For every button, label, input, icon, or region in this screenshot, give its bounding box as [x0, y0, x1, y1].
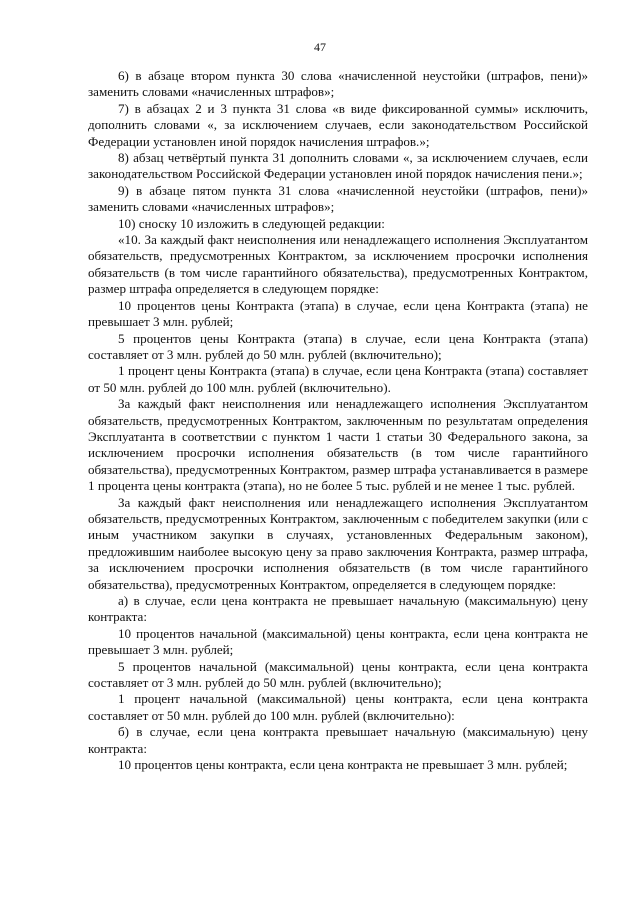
paragraph: 5 процентов начальной (максимальной) цены контракта, если цена контракта составляет от 3 млн. рублей до 50 млн. рублей (включительно);: [88, 658, 588, 691]
paragraph: 8) абзац четвёртый пункта 31 дополнить словами «, за исключением случаев, если законодательством Российской Федерации установлен иной порядок начисления пени.»;: [88, 150, 588, 182]
paragraph: 1 процент начальной (максимальной) цены контракта, если цена контракта составляет от 50 млн. рублей до 100 млн. рублей (включительно):: [88, 691, 588, 723]
paragraph: 6) в абзаце втором пункта 30 слова «начисленной неустойки (штрафов, пени)» заменить словами «начисленных штрафов»;: [88, 68, 588, 100]
paragraph: «10. За каждый факт неисполнения или ненадлежащего исполнения Эксплуатантом обязательств, предусмотренных Контрактом, за исключением просрочки исполнения обязательств (в том числе гарантийного обязательства), предусмотренных Контрактом, размер штрафа определяется в следующем порядке:: [88, 232, 588, 297]
paragraph: За каждый факт неисполнения или ненадлежащего исполнения Эксплуатантом обязательств, предусмотренных Контрактом, заключенным по результатам определения Эксплуатанта в соответствии с пунктом 1 части 1 статьи 30 Федерального закона, за исключением просрочки исполнения обязательств (в том числе гарантийного обязательства), предусмотренных Контрактом, размер штрафа устанавливается в размере 1 процента цены контракта (этапа), но не более 5 тыс. рублей и не менее 1 тыс. рублей.: [88, 396, 588, 494]
paragraph: 9) в абзаце пятом пункта 31 слова «начисленной неустойки (штрафов, пени)» заменить словами «начисленных штрафов»;: [88, 182, 588, 215]
paragraph: 7) в абзацах 2 и 3 пункта 31 слова «в виде фиксированной суммы» исключить, дополнить словами «, за исключением случаев, если законодательством Российской Федерации установлен иной порядок начисления штрафов.»;: [88, 100, 588, 149]
paragraph: б) в случае, если цена контракта превышает начальную (максимальную) цену контракта:: [88, 724, 588, 756]
paragraph: 10) сноску 10 изложить в следующей редакции:: [118, 215, 385, 231]
paragraph: 1 процент цены Контракта (этапа) в случае, если цена Контракта (этапа) составляет от 50 млн. рублей до 100 млн. рублей (включительно).: [88, 363, 588, 395]
document-body: [88, 68, 588, 773]
paragraph: а) в случае, если цена контракта не превышает начальную (максимальную) цену контракта:: [88, 593, 588, 625]
page-number: 47: [314, 40, 326, 54]
paragraph: 10 процентов цены Контракта (этапа) в случае, если цена Контракта (этапа) не превышает 3 млн. рублей;: [88, 297, 588, 330]
paragraph: 5 процентов цены Контракта (этапа) в случае, если цена Контракта (этапа) составляет от 3 млн. рублей до 50 млн. рублей (включительно);: [88, 330, 588, 362]
paragraph: За каждый факт неисполнения или ненадлежащего исполнения Эксплуатантом обязательств, предусмотренных Контрактом, заключенным с победителем закупки (или с иным участником закупки в случаях, установленных Федеральным законом), предложившим наиболее высокую цену за право заключения Контракта, размер штрафа, за исключением просрочки исполнения обязательств (в том числе гарантийного обязательства), предусмотренных Контрактом, определяется в следующем порядке:: [88, 494, 588, 592]
paragraph: 10 процентов начальной (максимальной) цены контракта, если цена контракта не превышает 3 млн. рублей;: [88, 625, 588, 658]
paragraph: 10 процентов цены контракта, если цена контракта не превышает 3 млн. рублей;: [118, 757, 568, 773]
